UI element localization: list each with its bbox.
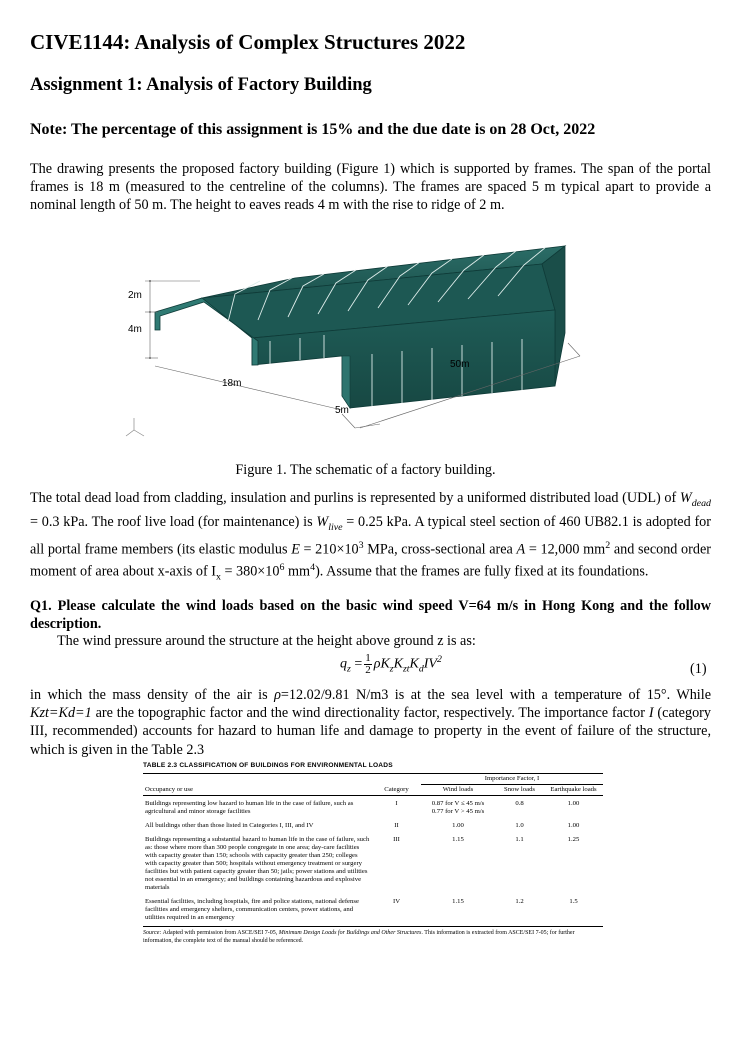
cell-category: I	[395, 800, 398, 807]
p3-text-a: in which the mass density of the air is	[30, 687, 275, 703]
cell-category: IV	[392, 898, 401, 905]
group-header: Importance Factor, I	[484, 775, 540, 782]
a-value: = 12,000 mm	[525, 541, 606, 558]
kzt-kd-text: Kzt=Kd=1	[30, 705, 92, 722]
cell-occupancy: Buildings representing a substantial hazard to human life in the case of failure, such as: those where more than 300 people congregate in one area; day-care facilities with capacity greater than 150; schools with capacity greater than 250; colleges with capacity greater than 500; hospitals without emergency treatment or surgery facilities but with patient capacity greater than 50; jails; power stations and utilities not essential in an emergency; and buildings containing hazardous and explosive materials	[145, 836, 370, 891]
table-title: TABLE 2.3 CLASSIFICATION OF BUILDINGS FOR ENVIRONMENTAL LOADS	[143, 762, 393, 769]
figure-caption: Figure 1. The schematic of a factory building.	[235, 462, 496, 478]
eq-k: K	[393, 656, 403, 672]
eq-kd-sub: d	[418, 663, 424, 675]
table-row	[143, 893, 603, 927]
label-spacing: 5m	[335, 405, 349, 416]
cell-earthquake: 1.5	[569, 898, 578, 905]
question-1-title: Q1. Please calculate the wind loads based on the basic wind speed V=64 m/s in Hong Kong and the follow description.	[30, 598, 711, 632]
cell-wind: 1.00	[452, 822, 464, 829]
source-text-a: Adapted with permission from ASCE/SEI 7-05,	[161, 930, 279, 936]
w-dead-symbol: W	[679, 490, 692, 506]
eq-kz-sub: z	[389, 663, 394, 675]
factory-figure	[110, 238, 630, 448]
live-subscript: live	[328, 521, 343, 533]
loads-text-2: = 0.3 kPa. The roof live load (for maintenance) is	[30, 514, 317, 531]
rho-symbol: ρ	[274, 687, 281, 703]
left-end-column	[342, 356, 350, 408]
table-body	[143, 796, 603, 927]
factory-schematic	[110, 238, 630, 448]
dead-subscript: dead	[691, 497, 711, 509]
intro-paragraph: The drawing presents the proposed factory building (Figure 1) which is supported by frames. The span of the portal frames is 18 m (measured to the centreline of the columns). The frames are spaced 5 m typical apart to provide a nominal length of 50 m. The height to eaves reads 4 m with the rise to ridge of 2 m.	[30, 161, 711, 214]
col-category: Category	[384, 786, 409, 793]
p3-text-d: (category III, recommended) accounts for hazard to human life and damage to property in the event of failure of the structure, which is given in the Table 2.3	[30, 705, 711, 758]
table-group-header-row	[143, 774, 603, 785]
cell-category: II	[394, 822, 399, 829]
course-title: CIVE1144: Analysis of Complex Structures 2022	[30, 30, 466, 54]
eq-kd: K	[409, 656, 419, 672]
cell-category: III	[393, 836, 400, 843]
importance-factor-table-figure	[143, 762, 603, 945]
assignment-title: Assignment 1: Analysis of Factory Building	[30, 75, 372, 95]
eq-numerator: 1	[365, 652, 371, 664]
eq-equals: =	[350, 656, 363, 672]
cell-earthquake: 1.25	[567, 836, 580, 843]
eq-exponent: 2	[436, 654, 442, 666]
p3-text-c: are the topographic factor and the wind directionality factor, respectively. The importance factor	[91, 705, 649, 722]
w-live-symbol: W	[316, 514, 329, 531]
i-exponent: 6	[279, 562, 285, 573]
assignment-note: Note: The percentage of this assignment is 15% and the due date is on 28 Oct, 2022	[30, 121, 596, 138]
e-value: = 210×10	[299, 541, 359, 558]
equation-number: (1)	[690, 661, 707, 677]
label-eaves: 4m	[128, 324, 142, 335]
col-snow: Snow loads	[503, 786, 536, 793]
question-1-intro: The wind pressure around the structure at the height above ground z is as:	[57, 633, 476, 649]
table-row	[143, 817, 603, 831]
table-row	[143, 796, 603, 818]
label-rise: 2m	[128, 290, 142, 301]
loads-text-3: = 0.25 kPa. A typical steel section of 460 UB82.1 is adopted for all portal frame members (its elastic modulus	[30, 514, 711, 558]
e-symbol: E	[291, 541, 300, 558]
cell-wind: 1.15	[452, 836, 464, 843]
cell-snow: 1.2	[515, 898, 524, 905]
cell-snow: 1.0	[515, 822, 524, 829]
cell-snow: 1.1	[515, 836, 524, 843]
a-symbol: A	[516, 541, 526, 558]
e-exponent: 3	[358, 540, 364, 552]
wind-pressure-equation	[340, 653, 442, 676]
i-text: and second order moment of area about x-axis of I	[30, 541, 711, 580]
label-length: 50m	[450, 359, 470, 370]
eq-denominator: 2	[365, 664, 371, 676]
ix-subscript: x	[215, 571, 221, 583]
col-wind: Wind loads	[442, 786, 474, 793]
table-source-note	[143, 930, 603, 945]
e-unit: MPa, cross-sectional area	[363, 541, 517, 558]
col-earthquake: Earthquake loads	[550, 786, 597, 793]
i-value: = 380×10	[220, 563, 280, 580]
table-header-row	[143, 785, 603, 796]
i-unit: mm	[284, 563, 311, 580]
label-span: 18m	[222, 378, 242, 389]
axis-triad-icon	[126, 418, 144, 436]
cell-occupancy: Essential facilities, including hospitals, fire and police stations, national defense facilities and emergency shelters, communication centers, power stations, and utilities required in an emergency	[145, 898, 359, 921]
eq-lhs: q	[340, 656, 347, 672]
importance-i: I	[648, 705, 654, 722]
eq-iv: IV	[423, 656, 437, 672]
loads-tail: ). Assume that the frames are fully fixed at its foundations.	[315, 563, 649, 580]
air-density-paragraph	[30, 686, 711, 759]
cell-earthquake: 1.00	[567, 800, 580, 807]
eq-kzt-sub: zt	[402, 663, 410, 675]
source-label: Source:	[143, 930, 162, 936]
eq-rho-k: ρK	[373, 656, 390, 672]
table-row	[143, 831, 603, 893]
cell-wind: 1.15	[452, 898, 464, 905]
col-occupancy: Occupancy or use	[145, 786, 193, 793]
cell-earthquake: 1.00	[567, 822, 580, 829]
eq-lhs-sub: z	[347, 663, 351, 675]
source-text-b: . This information is extracted from ASCE/SEI 7-05; for further information, the complete text of the manual should be referenced.	[143, 930, 575, 944]
importance-factor-table	[143, 773, 603, 927]
cell-snow: 0.8	[515, 800, 524, 807]
p3-text-b: =12.02/9.81 N/m3 is at the sea level with a temperature of 15°. While	[280, 687, 711, 703]
i-unit-exponent: 4	[310, 562, 316, 573]
cell-occupancy: Buildings representing low hazard to human life in the case of failure, such as agricultural and minor storage facilities	[145, 800, 354, 815]
eq-fraction	[364, 653, 372, 676]
cell-occupancy: All buildings other than those listed in Categories I, III, and IV	[145, 822, 314, 829]
source-title: Minimum Design Loads for Buildings and Other Structures	[278, 930, 422, 936]
loads-paragraph	[30, 489, 711, 587]
a-exponent: 2	[605, 540, 611, 552]
cell-wind: 0.87 for V ≤ 45 m/s 0.77 for V > 45 m/s	[431, 800, 485, 815]
loads-text-1: The total dead load from cladding, insulation and purlins is represented by a uniformed distributed load (UDL) of	[30, 490, 680, 506]
